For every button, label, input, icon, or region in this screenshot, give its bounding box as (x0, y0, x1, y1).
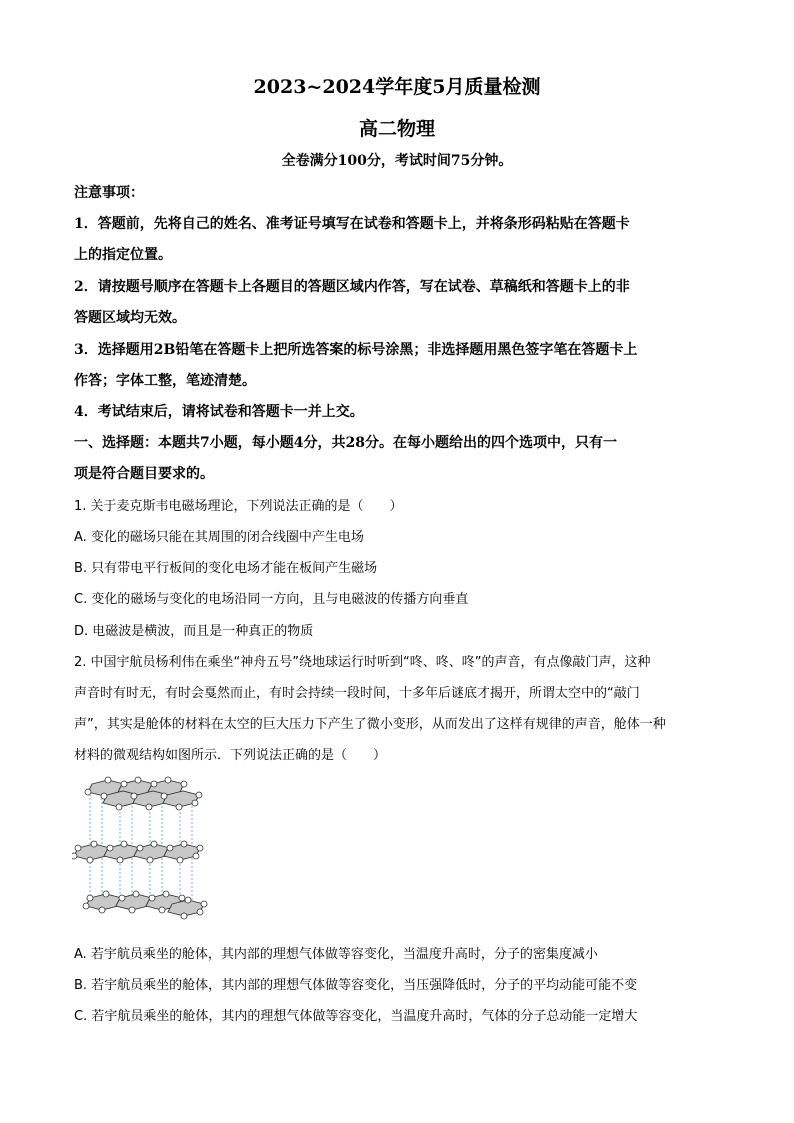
score-time-note: 全卷满分100分，考试时间75分钟。 (281, 153, 513, 169)
q2-option-c: C. 若宇航员乘坐的舱体，其内的理想气体做等容变化，当温度升高时，气体的分子总动能一定增大 (74, 1009, 638, 1024)
q2-stem-line-1: 2. 中国宇航员杨利伟在乘坐“神舟五号”绕地球运行时听到“咚、咚、咚”的声音，有点像敲门声，这种 (74, 655, 651, 670)
note-1-line-2: 上的指定位置。 (74, 247, 172, 263)
note-4: 4．考试结束后，请将试卷和答题卡一并上交。 (74, 404, 364, 420)
q1-stem: 1. 关于麦克斯韦电磁场理论，下列说法正确的是（ ） (74, 499, 403, 514)
note-2-line-2: 答题区域均无效。 (74, 310, 186, 326)
exam-title: 2023~2024学年度5月质量检测 (253, 76, 541, 98)
section-1-heading-line-2: 项是符合题目要求的。 (74, 466, 214, 482)
q1-option-b: B. 只有带电平行板间的变化电场才能在板间产生磁场 (74, 561, 378, 576)
note-1-line-1: 1．答题前，先将自己的姓名、准考证号填写在试卷和答题卡上，并将条形码粘贴在答题卡 (74, 216, 630, 232)
note-2-line-1: 2．请按题号顺序在答题卡上各题目的答题区域内作答，写在试卷、草稿纸和答题卡上的非 (74, 279, 630, 295)
q2-stem-line-2: 声音时有时无，有时会戛然而止，有时会持续一段时间，十多年后谜底才揭开，所谓太空中的“敲门 (74, 686, 640, 701)
notes-heading: 注意事项： (74, 185, 144, 201)
note-3-line-2: 作答；字体工整，笔迹清楚。 (74, 373, 256, 389)
q1-option-a: A. 变化的磁场只能在其周围的闭合线圈中产生电场 (74, 530, 364, 545)
subject-title: 高二物理 (358, 118, 435, 140)
q1-option-d: D. 电磁波是横波，而且是一种真正的物质 (74, 624, 314, 639)
q1-option-c: C. 变化的磁场与变化的电场沿同一方向，且与电磁波的传播方向垂直 (74, 592, 469, 607)
material-microstructure-figure (72, 770, 212, 925)
note-3-line-1: 3．选择题用2B铅笔在答题卡上把所选答案的标号涂黑；非选择题用黑色签字笔在答题卡上 (74, 342, 638, 358)
q2-option-a: A. 若宇航员乘坐的舱体，其内部的理想气体做等容变化，当温度升高时，分子的密集度减小 (74, 947, 598, 962)
q2-stem-line-3: 声”，其实是舱体的材料在太空的巨大压力下产生了微小变形，从而发出了这样有规律的声音，舱体一种 (74, 717, 666, 732)
q2-option-b: B. 若宇航员乘坐的舱体，其内部的理想气体做等容变化，当压强降低时，分子的平均动能可能不变 (74, 978, 638, 993)
q2-stem-line-4: 材料的微观结构如图所示．下列说法正确的是（ ） (74, 748, 387, 763)
section-1-heading-line-1: 一、选择题：本题共7小题，每小题4分，共28分。在每小题给出的四个选项中，只有一 (74, 435, 617, 451)
